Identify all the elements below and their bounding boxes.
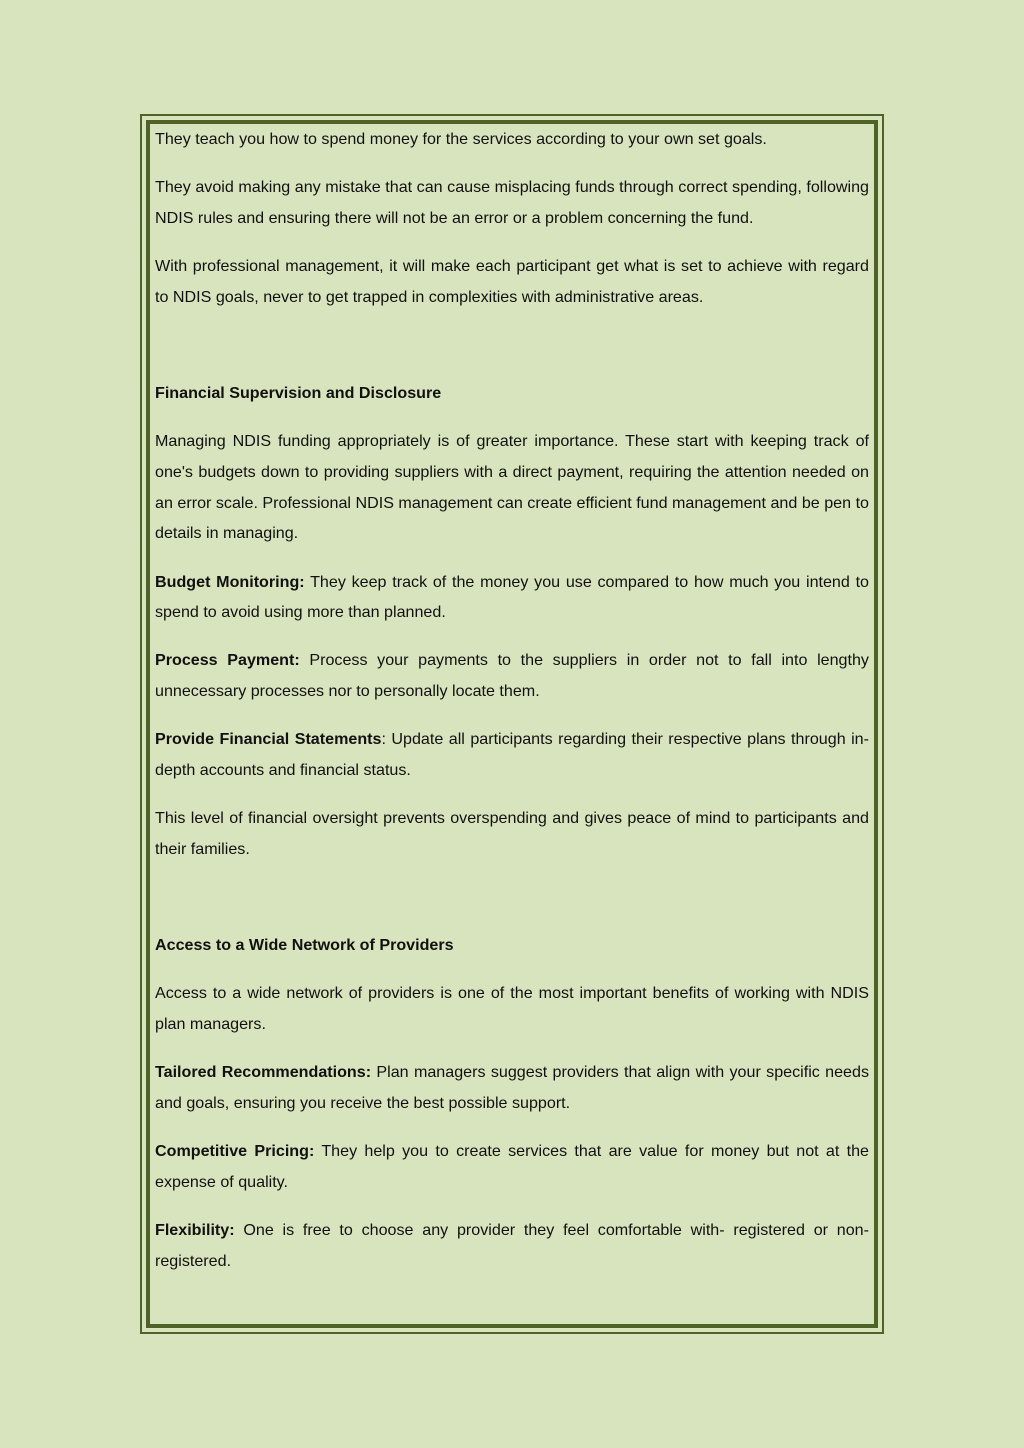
item-label: Competitive Pricing:: [155, 1142, 315, 1161]
section-spacer: [155, 330, 869, 378]
item-text: : Update all participants regarding their respective plans through in-depth accounts and financial status.: [155, 730, 869, 780]
item-label: Provide Financial Statements: [155, 730, 382, 749]
section-heading-provider-network: Access to a Wide Network of Providers: [155, 936, 454, 955]
section-heading-financial-supervision: Financial Supervision and Disclosure: [155, 384, 442, 403]
paragraph-professional-management: With professional management, it will make each participant get what is set to achieve with regard to NDIS goals, never to get trapped in complexities with administrative areas.: [155, 257, 869, 306]
list-item-financial-statements: [155, 724, 869, 785]
item-text: Process your payments to the suppliers in order not to fall into lengthy unnecessary processes nor to personally locate them.: [155, 651, 869, 701]
list-item-competitive-pricing: [155, 1136, 869, 1197]
item-label: Tailored Recommendations:: [155, 1063, 372, 1082]
list-item-flexibility: [155, 1215, 869, 1276]
item-label: Budget Monitoring:: [155, 572, 305, 591]
paragraph-avoid-mistakes: They avoid making any mistake that can cause misplacing funds through correct spending, following NDIS rules and ensuring there will not be an error or a problem concerning the fund.: [155, 178, 869, 227]
paragraph-spending-goals: They teach you how to spend money for the services according to your own set goals.: [155, 130, 767, 148]
item-text: They keep track of the money you use compared to how much you intend to spend to avoid using more than planned.: [155, 572, 869, 622]
item-label: Process Payment:: [155, 651, 300, 670]
section-spacer: [155, 882, 869, 930]
list-item-process-payment: [155, 645, 869, 706]
item-label: Flexibility:: [155, 1221, 235, 1240]
list-item-tailored-recommendations: [155, 1057, 869, 1118]
paragraph-financial-intro: Managing NDIS funding appropriately is of greater importance. These start with keeping track of one's budgets down to providing suppliers with a direct payment, requiring the attention needed on an error scale. Professional NDIS management can create efficient fund management and be pen to details in managing.: [155, 432, 869, 543]
item-text: They help you to create services that are value for money but not at the expense of quality.: [155, 1142, 870, 1191]
paragraph-financial-closing: This level of financial oversight prevents overspending and gives peace of mind to participants and their families.: [155, 809, 869, 858]
document-body: [155, 124, 869, 1294]
item-text: Plan managers suggest providers that align with your specific needs and goals, ensuring you receive the best possible support.: [155, 1063, 869, 1112]
list-item-budget-monitoring: [155, 567, 869, 628]
paragraph-provider-intro: Access to a wide network of providers is one of the most important benefits of working with NDIS plan managers.: [155, 984, 869, 1034]
item-text: One is free to choose any provider they feel comfortable with- registered or non-registered.: [155, 1221, 869, 1270]
